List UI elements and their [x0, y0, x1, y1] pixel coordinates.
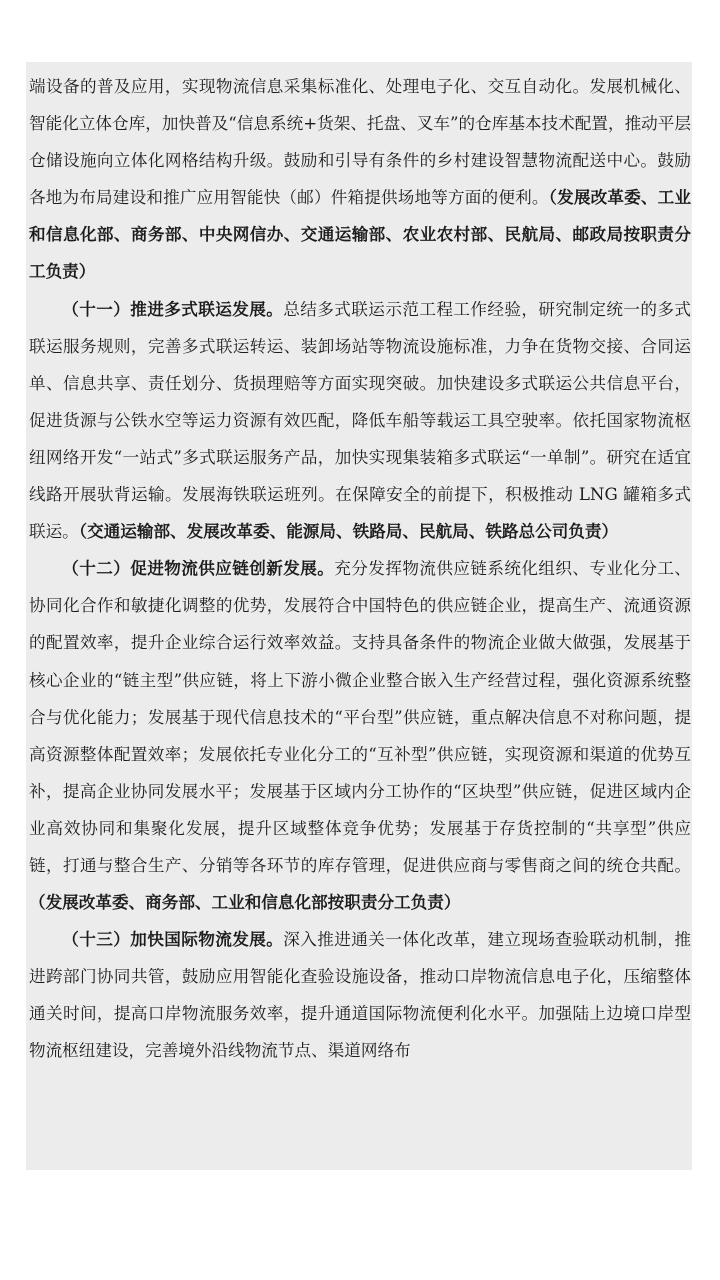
section-heading: （十一）推进多式联运发展。	[62, 298, 284, 319]
responsibility-note: （发展改革委、商务部、工业和信息化部按职责分工负责）	[29, 892, 461, 913]
document-page	[26, 62, 692, 1170]
section-heading: （十三）加快国际物流发展。	[62, 929, 284, 950]
paragraph-body: 深入推进通关一体化改革，建立现场查验联动机制，推进跨部门协同共管，鼓励应用智能化查验设施设备，推动口岸物流信息电子化，压缩整体通关时间，提高口岸物流服务效率，提升通道国际物流便利化水平。加强陆上边境口岸型物流枢纽建设，完善境外沿线物流节点、渠道网络布	[29, 930, 692, 1061]
paragraph-section-12	[29, 550, 691, 921]
paragraph-body: 端设备的普及应用，实现物流信息采集标准化、处理电子化、交互自动化。发展机械化、智能化立体仓库，加快普及“信息系统+货架、托盘、叉车”的仓库基本技术配置，推动平层仓储设施向立体化网格结构升级。鼓励和引导有条件的乡村建设智慧物流配送中心。鼓励各地为布局建设和推广应用智能快（邮）件箱提供场地等方面的便利。	[29, 77, 691, 208]
paragraph-body: 总结多式联运示范工程工作经验，研究制定统一的多式联运服务规则，完善多式联运转运、装卸场站等物流设施标准，力争在货物交接、合同运单、信息共享、责任划分、货损理赔等方面实现突破。加快建设多式联运公共信息平台，促进货源与公铁水空等运力资源有效匹配，降低车船等载运工具空驶率。依托国家物流枢纽网络开发“一站式”多式联运服务产品，加快实现集装箱多式联运“一单制”。研究在适宜线路开展驮背运输。发展海铁联运班列。在保障安全的前提下，积极推动 LNG 罐箱多式联运。	[29, 299, 692, 542]
paragraph-continued	[29, 68, 691, 291]
paragraph-section-11	[29, 291, 691, 551]
document-body	[29, 68, 691, 1070]
responsibility-note: （交通运输部、发展改革委、能源局、铁路局、民航局、铁路总公司负责）	[78, 521, 619, 542]
paragraph-body: 充分发挥物流供应链系统化组织、专业化分工、协同化合作和敏捷化调整的优势，发展符合中国特色的供应链企业，提高生产、流通资源的配置效率，提升企业综合运行效率效益。支持具备条件的物流企业做大做强，发展基于核心企业的“链主型”供应链，将上下游小微企业整合嵌入生产经营过程，强化资源系统整合与优化能力；发展基于现代信息技术的“平台型”供应链，重点解决信息不对称问题，提高资源整体配置效率；发展依托专业化分工的“互补型”供应链，实现资源和渠道的优势互补，提高企业协同发展水平；发展基于区域内分工协作的“区块型”供应链，促进区域内企业高效协同和集聚化发展，提升区域整体竞争优势；发展基于存货控制的“共享型”供应链，打通与整合生产、分销等各环节的库存管理，促进供应商与零售商之间的统仓共配。	[29, 559, 692, 875]
section-heading: （十二）促进物流供应链创新发展。	[62, 558, 335, 579]
paragraph-section-13	[29, 921, 691, 1069]
responsibility-note: （发展改革委、工业和信息化部、商务部、中央网信办、交通运输部、农业农村部、民航局、邮政局按职责分工负责）	[29, 187, 691, 282]
